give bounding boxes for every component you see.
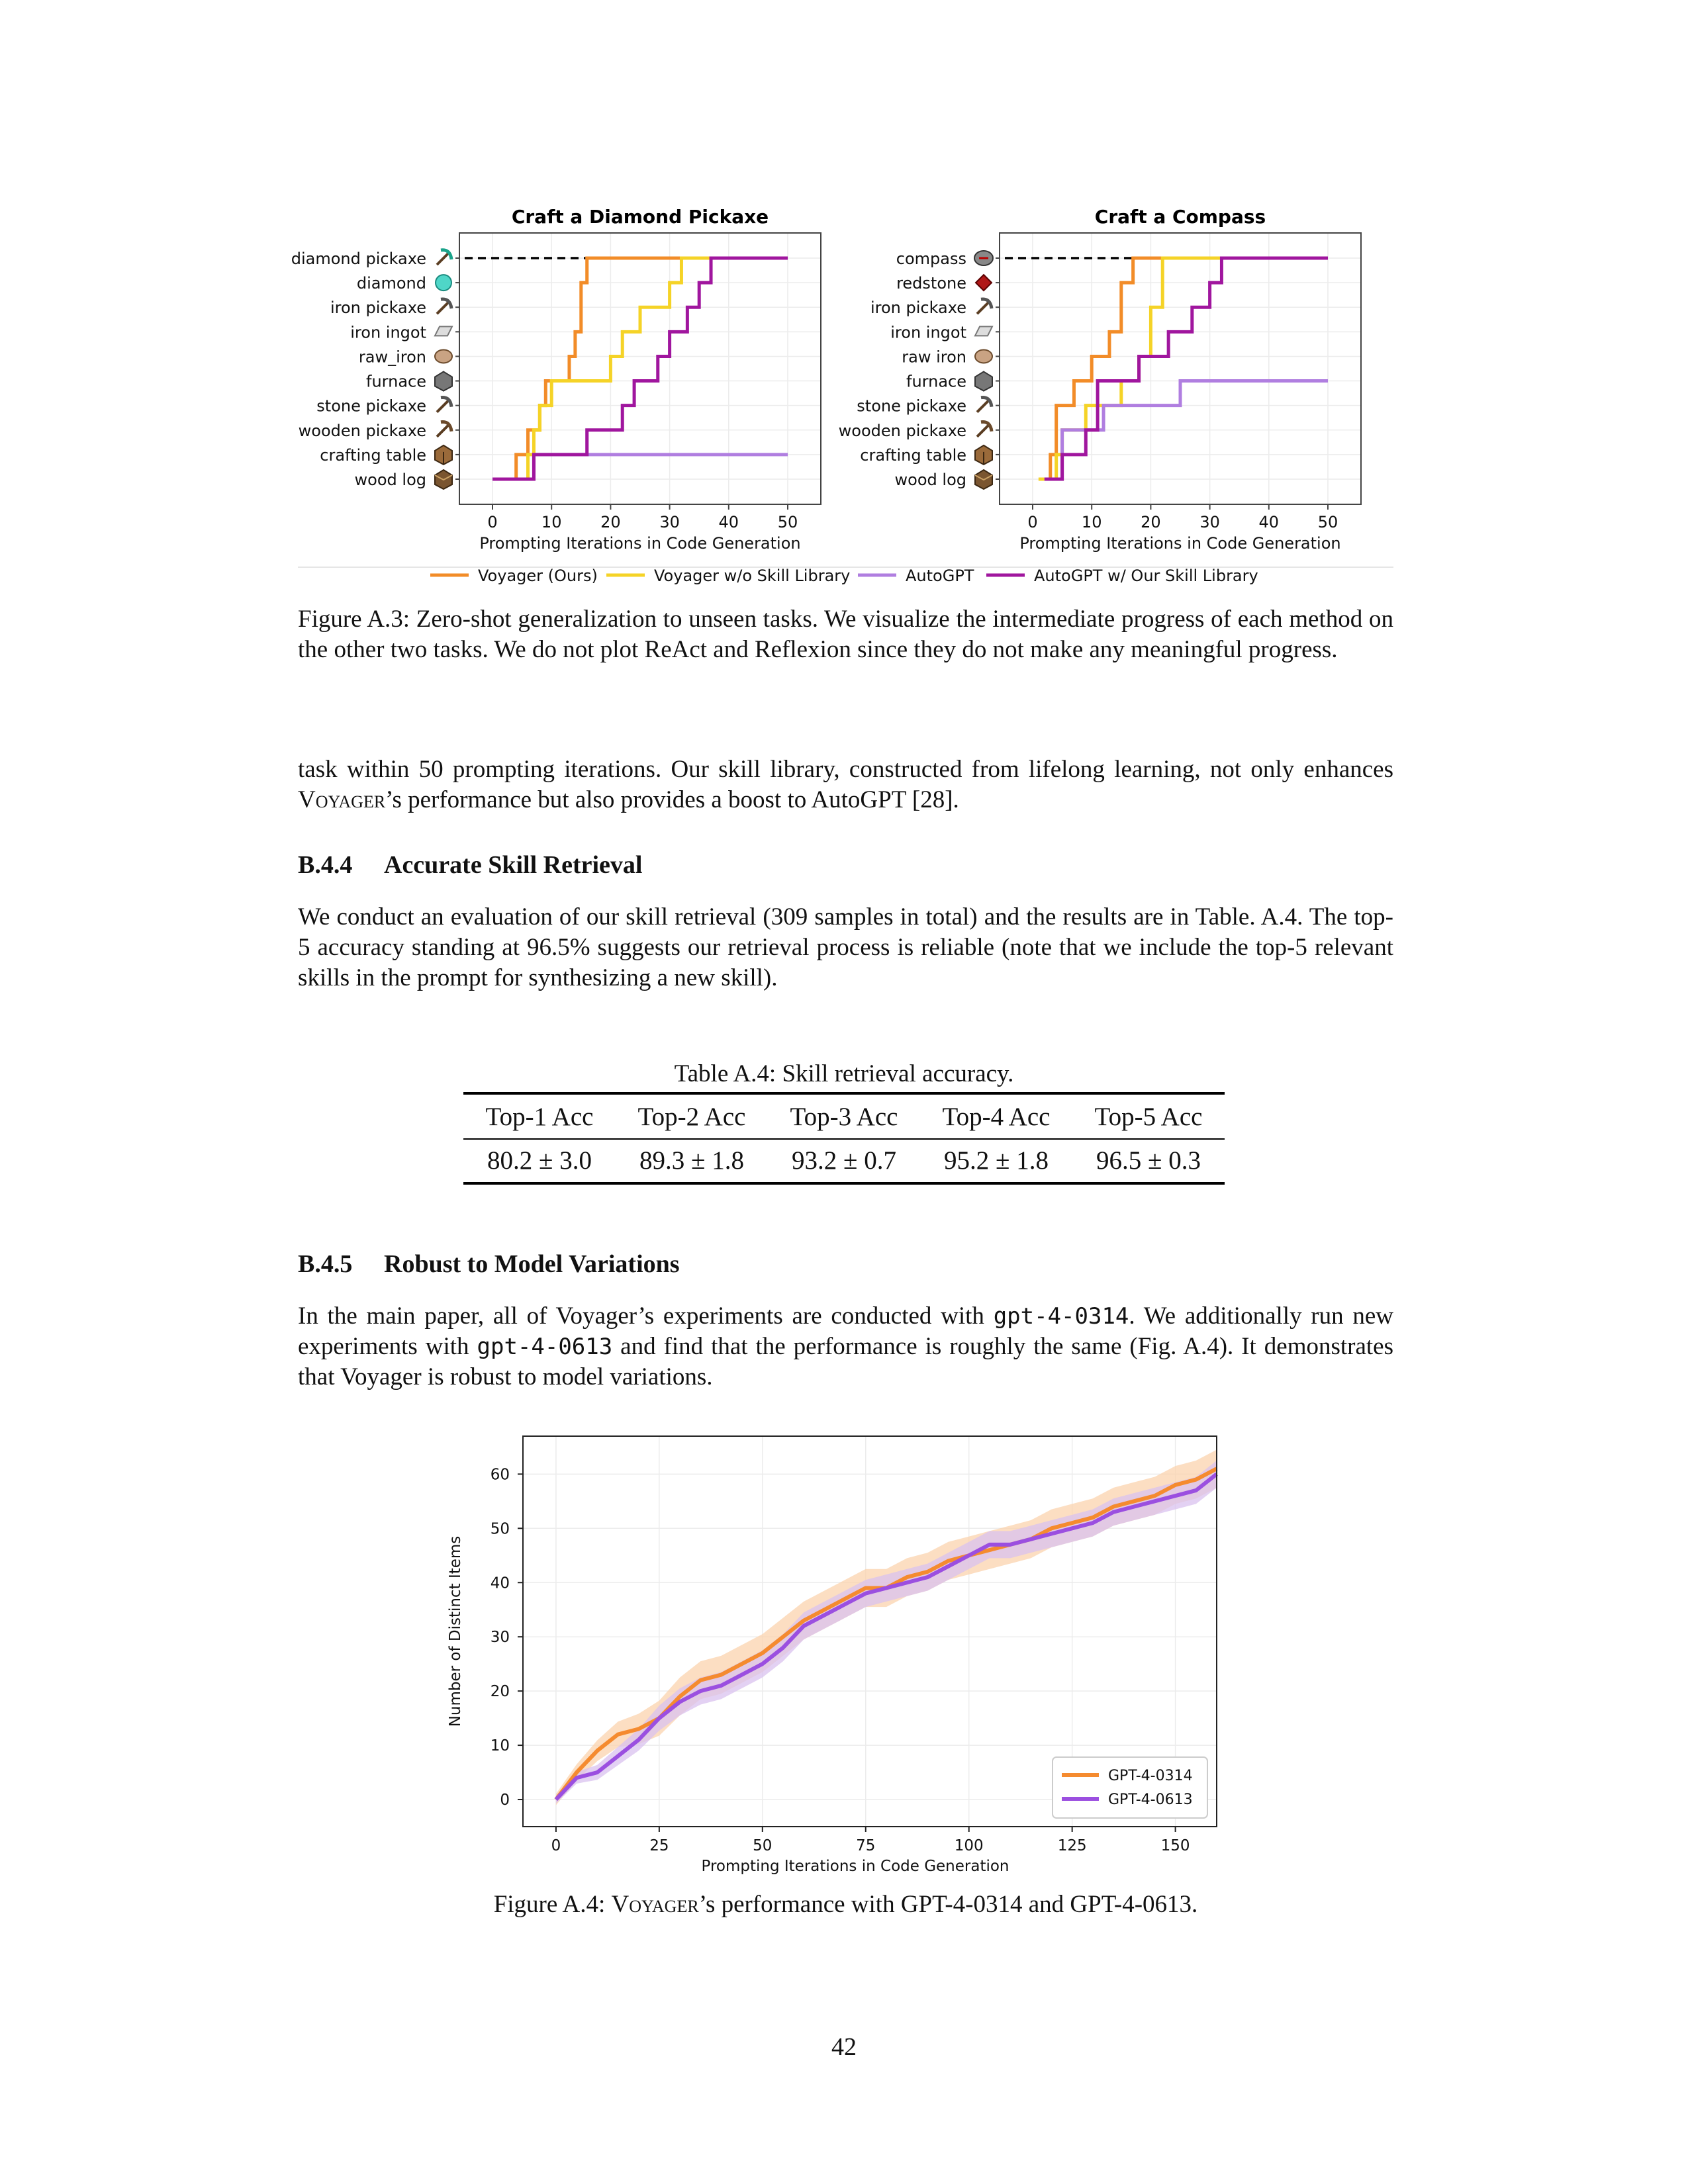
figure-a3-caption: Figure A.3: Zero-shot generalization to unseen tasks. We visualize the intermediate progress of each method on the other two tasks. We do not plot ReAct and Reflexion since they do not make any meaningful progress. <box>298 606 1393 663</box>
y-tick-label: 30 <box>490 1629 510 1647</box>
y-tick-label: redstone <box>896 274 966 293</box>
table-header-cell: Top-4 Acc <box>942 1102 1051 1131</box>
pickaxe-icon <box>977 400 989 412</box>
pickaxe-icon <box>977 302 989 314</box>
y-tick-label: diamond pickaxe <box>291 250 426 268</box>
iron-ingot-icon <box>435 326 452 336</box>
section-b44-body: We conduct an evaluation of our skill retrieval (309 samples in total) and the results are in Table. A.4. The top-5 accuracy standing at 96.5% suggests our retrieval process is reliable (note that we include the top-5 relevant skills in the prompt for synthesizing a new skill). <box>298 903 1393 991</box>
series-line <box>492 258 788 479</box>
page-number: 42 <box>831 2033 857 2061</box>
x-tick-label: 20 <box>1141 513 1161 531</box>
y-tick-label: iron ingot <box>350 323 426 342</box>
y-tick-label: iron pickaxe <box>870 298 966 318</box>
x-tick-label: 10 <box>541 513 562 531</box>
x-tick-label: 10 <box>1081 513 1102 531</box>
y-tick-label: 10 <box>490 1737 510 1755</box>
pickaxe-icon <box>437 425 449 437</box>
section-b44-heading: B.4.4 Accurate Skill Retrieval <box>298 851 643 879</box>
pickaxe-icon <box>437 253 449 265</box>
figure-a3-legend <box>430 567 1258 585</box>
x-tick-label: 20 <box>600 513 621 531</box>
y-tick-label: 40 <box>490 1574 510 1592</box>
legend-label: Voyager (Ours) <box>478 567 598 585</box>
y-tick-label: furnace <box>366 372 426 391</box>
x-tick-label: 50 <box>777 513 798 531</box>
x-tick-label: 50 <box>753 1837 773 1854</box>
chart2-compass <box>839 233 1361 553</box>
y-tick-label: crafting table <box>320 445 426 465</box>
y-tick-label: diamond <box>356 274 426 293</box>
x-tick-label: 0 <box>1027 513 1038 531</box>
pickaxe-icon <box>437 400 449 412</box>
furnace-icon <box>975 372 992 391</box>
figure-a4-caption: Figure A.4: Voyager’s performance with GPT-4-0314 and GPT-4-0613. <box>493 1891 1198 1918</box>
x-axis-label: Prompting Iterations in Code Generation <box>701 1858 1009 1875</box>
x-tick-label: 125 <box>1057 1837 1087 1854</box>
series-line <box>504 258 788 479</box>
plot-frame <box>459 233 821 504</box>
legend-label: GPT-4-0613 <box>1108 1792 1193 1808</box>
table-cell: 96.5 ± 0.3 <box>1096 1146 1201 1175</box>
y-tick-label: 20 <box>490 1683 510 1701</box>
y-tick-label: crafting table <box>860 445 966 465</box>
raw-iron-icon <box>975 349 992 363</box>
y-tick-label: compass <box>896 250 966 268</box>
series-line <box>1045 258 1328 479</box>
table-cell: 89.3 ± 1.8 <box>639 1146 744 1175</box>
table-header-cell: Top-3 Acc <box>790 1102 898 1131</box>
y-tick-label: wood log <box>354 471 426 489</box>
legend-label: AutoGPT <box>906 567 974 585</box>
y-tick-label: stone pickaxe <box>857 396 966 416</box>
raw-iron-icon <box>435 349 452 363</box>
y-axis-label: Number of Distinct Items <box>447 1535 464 1727</box>
x-axis-label: Prompting Iterations in Code Generation <box>1019 534 1341 553</box>
table-cell: 93.2 ± 0.7 <box>792 1146 896 1175</box>
pickaxe-icon <box>977 425 989 437</box>
pickaxe-icon <box>437 302 449 314</box>
y-tick-label: raw iron <box>902 347 966 367</box>
legend-label: Voyager w/o Skill Library <box>654 567 851 585</box>
x-tick-label: 0 <box>487 513 498 531</box>
table-header-row <box>463 1095 1225 1138</box>
series-line <box>1039 258 1328 479</box>
series-line <box>1039 258 1328 479</box>
y-tick-label: wooden pickaxe <box>298 421 426 440</box>
table-bottom-rule <box>463 1182 1225 1185</box>
legend-label: GPT-4-0314 <box>1108 1768 1193 1784</box>
x-tick-label: 100 <box>954 1837 984 1854</box>
table-header-cell: Top-2 Acc <box>637 1102 746 1131</box>
y-tick-label: wood log <box>894 471 966 489</box>
table-header-cell: Top-5 Acc <box>1094 1102 1203 1131</box>
plot-frame <box>1000 233 1361 504</box>
y-tick-label: 0 <box>500 1792 510 1809</box>
chart2-title: Craft a Compass <box>1094 206 1266 228</box>
y-tick-label: furnace <box>906 372 966 391</box>
chart3-distinct-items <box>447 1436 1217 1875</box>
table-a4-caption: Table A.4: Skill retrieval accuracy. <box>674 1060 1014 1087</box>
table-cell: 95.2 ± 1.8 <box>944 1146 1049 1175</box>
y-tick-label: iron pickaxe <box>330 298 426 318</box>
chart1-diamond-pickaxe <box>291 233 821 553</box>
x-tick-label: 30 <box>659 513 680 531</box>
table-cell: 80.2 ± 3.0 <box>487 1146 592 1175</box>
y-tick-label: wooden pickaxe <box>838 421 966 440</box>
series-line <box>504 258 788 479</box>
y-tick-label: 50 <box>490 1520 510 1538</box>
y-tick-label: 60 <box>490 1466 510 1484</box>
section-b45-heading: B.4.5 Robust to Model Variations <box>298 1250 680 1278</box>
chart1-title: Craft a Diamond Pickaxe <box>511 206 769 228</box>
x-tick-label: 50 <box>1317 513 1338 531</box>
continuation-paragraph: task within 50 prompting iterations. Our skill library, constructed from lifelong learning, not only enhances Voyager’s performance but also provides a boost to AutoGPT [28]. <box>298 756 1393 813</box>
legend-box <box>1053 1757 1207 1818</box>
x-tick-label: 40 <box>718 513 739 531</box>
table-a4 <box>463 1095 1225 1182</box>
section-b45-body: In the main paper, all of Voyager’s experiments are conducted with gpt-4-0314. We additionally run new experiments with gpt-4-0613 and find that the performance is roughly the same (Fig. A.4). It demonstrates that Voyager is robust to model variations. <box>298 1302 1394 1390</box>
series-line <box>492 455 788 479</box>
x-tick-label: 30 <box>1199 513 1220 531</box>
x-tick-label: 75 <box>856 1837 876 1854</box>
y-tick-label: stone pickaxe <box>316 396 426 416</box>
x-tick-label: 40 <box>1258 513 1280 531</box>
diamond-icon <box>436 275 451 291</box>
figure-a3 <box>278 192 1403 599</box>
y-tick-label: raw_iron <box>358 347 426 367</box>
table-header-cell: Top-1 Acc <box>485 1102 594 1131</box>
iron-ingot-icon <box>975 326 992 336</box>
x-axis-label: Prompting Iterations in Code Generation <box>479 534 801 553</box>
figure-a4 <box>447 1423 1244 1875</box>
furnace-icon <box>435 372 452 391</box>
redstone-icon <box>976 275 992 291</box>
x-tick-label: 150 <box>1160 1837 1190 1854</box>
y-tick-label: iron ingot <box>890 323 966 342</box>
legend-label: AutoGPT w/ Our Skill Library <box>1034 567 1258 585</box>
x-tick-label: 0 <box>551 1837 561 1854</box>
table-row <box>463 1138 1225 1182</box>
x-tick-label: 25 <box>649 1837 669 1854</box>
